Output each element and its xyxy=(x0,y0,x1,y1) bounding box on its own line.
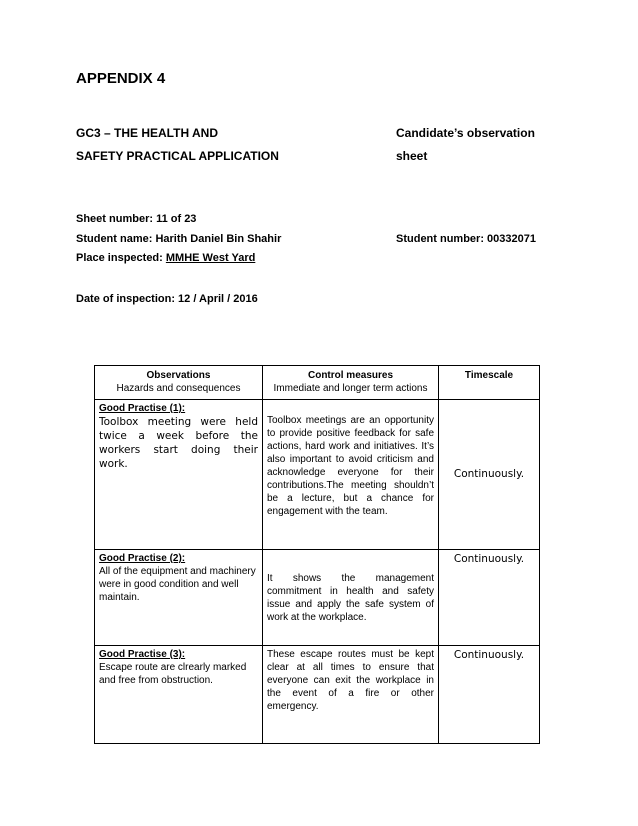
observation-text: All of the equipment and machinery were in good condition and well maintain. xyxy=(99,566,256,603)
observation-cell xyxy=(95,400,263,550)
student-number: Student number: 00332071 xyxy=(396,233,536,245)
table-header-row xyxy=(95,366,540,400)
timescale-cell xyxy=(439,550,540,646)
observation-cell xyxy=(95,646,263,744)
course-title-line1: GC3 – THE HEALTH AND xyxy=(76,126,219,140)
place-inspected-value: MMHE West Yard xyxy=(165,252,256,264)
observation-table xyxy=(94,365,540,744)
timescale-cell xyxy=(439,646,540,744)
place-inspected xyxy=(76,252,255,264)
sheet-number: Sheet number: 11 of 23 xyxy=(76,213,197,225)
course-title-line2: SAFETY PRACTICAL APPLICATION xyxy=(76,149,279,163)
column-header-observations xyxy=(95,366,263,400)
timescale-text: Continuously. xyxy=(453,467,525,480)
control-measure-cell xyxy=(263,646,439,744)
control-measure-cell xyxy=(263,400,439,550)
column-header-control-measures xyxy=(263,366,439,400)
timescale-text: Continuously. xyxy=(453,649,525,661)
date-of-inspection: Date of inspection: 12 / April / 2016 xyxy=(76,293,258,305)
column-title: Control measures xyxy=(307,370,394,381)
observation-text: Escape route are clrearly marked and free from obstruction. xyxy=(99,662,247,686)
student-name: Student name: Harith Daniel Bin Shahir xyxy=(76,233,282,245)
form-title-line1: Candidate’s observation xyxy=(396,126,535,140)
good-practise-label: Good Practise (2): xyxy=(99,553,186,564)
table-row xyxy=(95,400,540,550)
control-measure-text: It shows the management commitment in health and safety issue and apply the safe system of work at the workplace. xyxy=(267,573,434,623)
control-measure-text: These escape routes must be kept clear at all times to ensure that everyone can exit the workplace in the event of a fire or other emergency. xyxy=(267,649,434,712)
form-title-line2: sheet xyxy=(396,149,428,163)
control-measure-cell xyxy=(263,550,439,646)
appendix-title: APPENDIX 4 xyxy=(76,70,166,87)
timescale-text: Continuously. xyxy=(453,553,525,565)
place-inspected-label: Place inspected: xyxy=(76,252,166,264)
column-subtitle: Immediate and longer term actions xyxy=(273,383,428,394)
observation-text: Toolbox meeting were held twice a week before the workers start doing their work. xyxy=(99,416,258,470)
table-row xyxy=(95,646,540,744)
control-measure-text: Toolbox meetings are an opportunity to provide positive feedback for safe actions, hard work and initiatives. It’s also important to avoid criticism and acknowledge everyone for their contributions.The meeting shouldn’t be a lecture, but a chance for engagement with the team. xyxy=(267,415,434,517)
timescale-cell xyxy=(439,400,540,550)
column-title: Observations xyxy=(146,370,211,381)
column-title: Timescale xyxy=(464,370,514,381)
column-subtitle: Hazards and consequences xyxy=(116,383,241,394)
good-practise-label: Good Practise (1): xyxy=(99,403,186,414)
column-header-timescale xyxy=(439,366,540,400)
good-practise-label: Good Practise (3): xyxy=(99,649,186,660)
table-row xyxy=(95,550,540,646)
observation-cell xyxy=(95,550,263,646)
